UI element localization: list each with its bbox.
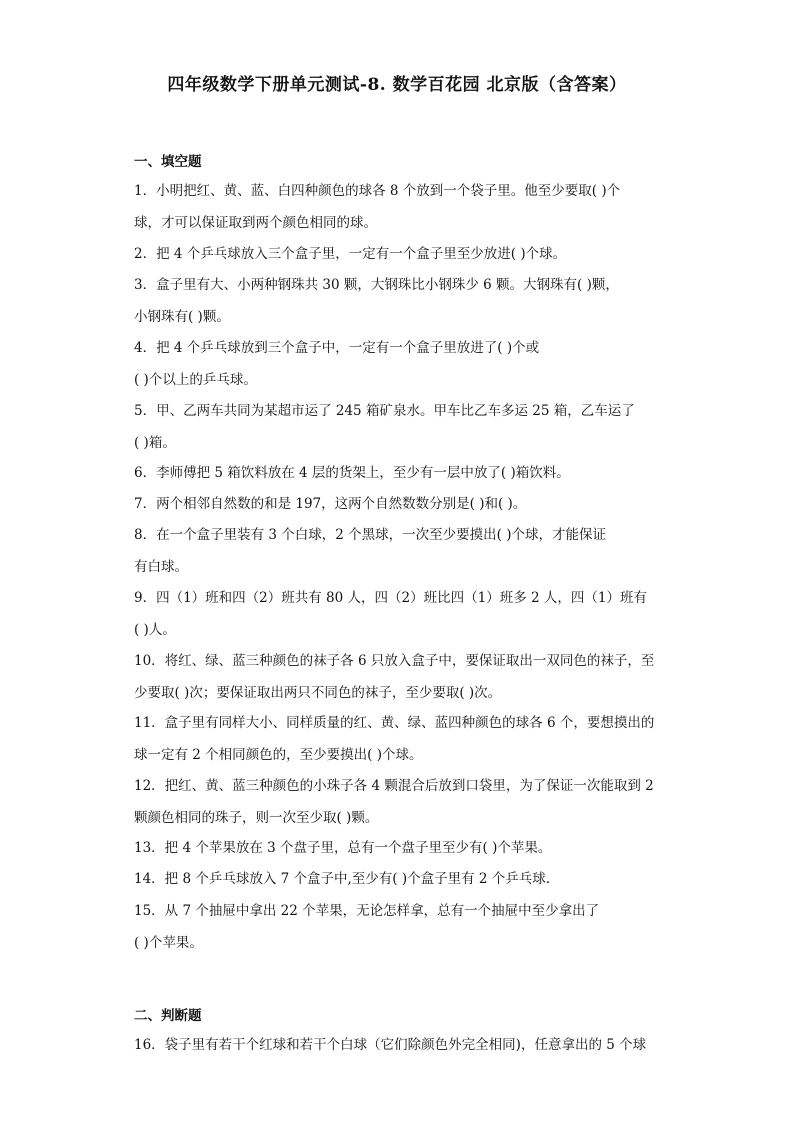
question-line: 2．把 4 个乒乓球放入三个盒子里，一定有一个盒子里至少放进( )个球。 — [134, 246, 567, 262]
question-line: 12．把红、黄、蓝三种颜色的小珠子各 4 颗混合后放到口袋里，为了保证一次能取到 2 — [134, 778, 654, 794]
question-10 — [134, 646, 664, 709]
section-fill-in-heading: 一、填空题 — [134, 154, 202, 170]
question-line: 10．将红、绿、蓝三种颜色的袜子各 6 只放入盒子中，要保证取出一双同色的袜子，至 — [134, 653, 655, 669]
question-6 — [134, 458, 664, 490]
question-line: 5．甲、乙两车共同为某超市运了 245 箱矿泉水。甲车比乙车多运 25 箱，乙车运了 — [134, 403, 635, 419]
question-line: 11．盒子里有同样大小、同样质量的红、黄、绿、蓝四种颜色的球各 6 个，要想摸出的 — [134, 715, 655, 731]
question-9 — [134, 583, 664, 646]
question-12 — [134, 771, 664, 834]
page-title: 四年级数学下册单元测试-8. 数学百花园 北京版（含答案） — [167, 75, 627, 95]
question-1 — [134, 176, 664, 239]
question-line: 14．把 8 个乒乓球放入 7 个盒子中,至少有( )个盒子里有 2 个乒乓球. — [134, 871, 551, 887]
question-16 — [134, 1030, 664, 1062]
question-line: 有白球。 — [134, 558, 188, 575]
question-13 — [134, 833, 664, 865]
question-14 — [134, 864, 664, 896]
question-line: 少要取( )次；要保证取出两只不同色的袜子，至少要取( )次。 — [134, 684, 502, 701]
question-8 — [134, 520, 664, 583]
question-line: 15．从 7 个抽屉中拿出 22 个苹果，无论怎样拿，总有一个抽屉中至少拿出了 — [134, 903, 600, 919]
question-line: ( )箱。 — [134, 434, 176, 451]
question-line: 4．把 4 个乒乓球放到三个盒子中，一定有一个盒子里放进了( )个或 — [134, 340, 540, 356]
question-line: ( )个以上的乒乓球。 — [134, 371, 257, 388]
question-line: 球一定有 2 个相同颜色的，至少要摸出( )个球。 — [134, 746, 423, 763]
question-7 — [134, 489, 664, 521]
question-4 — [134, 333, 664, 396]
section-true-false-heading: 二、判断题 — [134, 1008, 202, 1024]
question-15 — [134, 896, 664, 959]
question-line: 3．盒子里有大、小两种钢珠共 30 颗，大钢珠比小钢珠少 6 颗。大钢珠有( )颗， — [134, 277, 619, 293]
question-line: ( )人。 — [134, 621, 176, 638]
question-line: 球，才可以保证取到两个颜色相同的球。 — [134, 214, 377, 231]
question-line: ( )个苹果。 — [134, 934, 203, 951]
question-11 — [134, 708, 664, 771]
question-line: 13．把 4 个苹果放在 3 个盘子里，总有一个盘子里至少有( )个苹果。 — [134, 840, 552, 856]
question-line: 7．两个相邻自然数的和是 197，这两个自然数数分别是( )和( )。 — [134, 496, 527, 512]
question-3 — [134, 270, 664, 333]
question-line: 6．李师傅把 5 箱饮料放在 4 层的货架上，至少有一层中放了( )箱饮料。 — [134, 465, 570, 481]
question-5 — [134, 396, 664, 459]
question-line: 9．四（1）班和四（2）班共有 80 人，四（2）班比四（1）班多 2 人，四（1）班有 — [134, 590, 647, 606]
question-line: 8．在一个盒子里装有 3 个白球，2 个黑球，一次至少要摸出( )个球，才能保证 — [134, 527, 606, 543]
question-line: 颗颜色相同的珠子，则一次至少取( )颗。 — [134, 809, 379, 826]
question-line: 1．小明把红、黄、蓝、白四种颜色的球各 8 个放到一个袋子里。他至少要取( )个 — [134, 183, 621, 199]
question-line: 16．袋子里有若干个红球和若干个白球（它们除颜色外完全相同)，任意拿出的 5 个球 — [134, 1037, 647, 1053]
question-line: 小钢珠有( )颗。 — [134, 308, 230, 325]
question-2 — [134, 239, 664, 271]
